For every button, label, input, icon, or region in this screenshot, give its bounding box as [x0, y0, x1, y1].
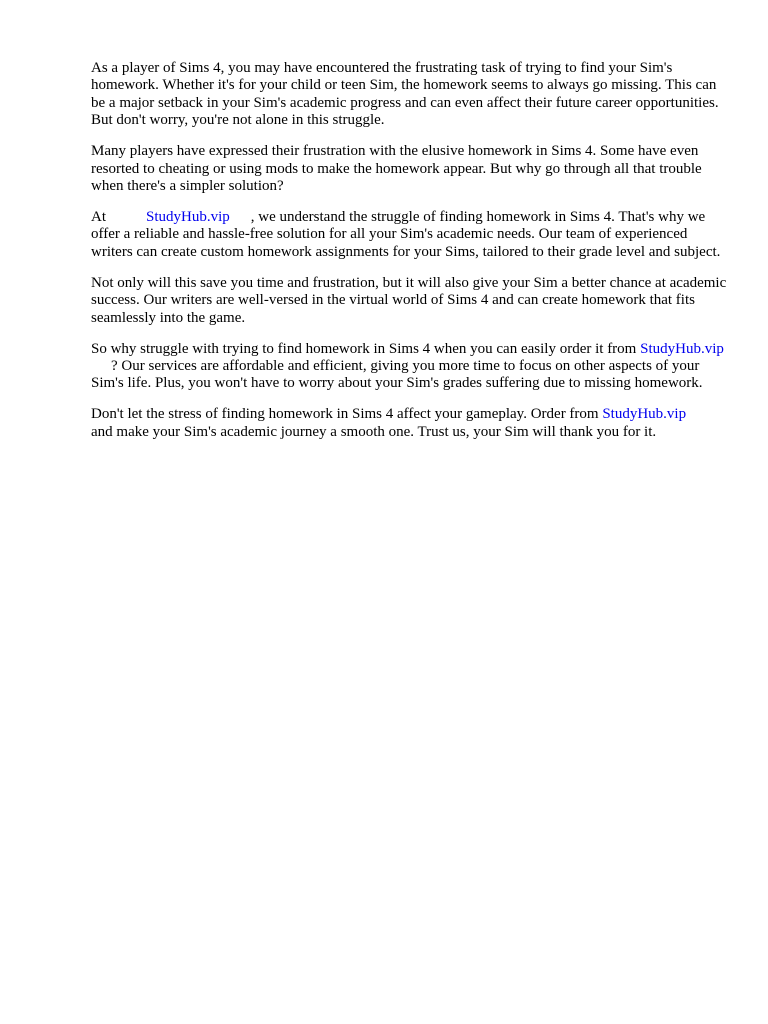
paragraph-frustration	[91, 143, 731, 195]
studyhub-link[interactable]: StudyHub.vip	[640, 340, 724, 357]
paragraph-studyhub-intro	[91, 209, 731, 261]
studyhub-link[interactable]: StudyHub.vip	[146, 209, 230, 226]
paragraph-order-lead: So why struggle with trying to find homework in Sims 4 when you can easily order it from	[91, 340, 637, 357]
document-body	[91, 60, 731, 455]
paragraph-order-text: ? Our services are affordable and efficient, giving you more time to focus on other aspects of your Sim's life. Plus, you won't have to worry about your Sim's grades suffering due to missing homework.	[91, 358, 703, 392]
paragraph-frustration-text: Many players have expressed their frustration with the elusive homework in Sims 4. Some have even resorted to cheating or using mods to make the homework appear. But why go through all that trouble when there's a simpler solution?	[91, 143, 702, 195]
paragraph-order	[91, 341, 731, 393]
paragraph-studyhub-intro-lead: At	[91, 209, 106, 226]
paragraph-closing-lead: Don't let the stress of finding homework in Sims 4 affect your gameplay. Order from	[91, 406, 599, 423]
paragraph-closing-text: and make your Sim's academic journey a smooth one. Trust us, your Sim will thank you for it.	[91, 423, 657, 440]
paragraph-closing	[91, 406, 731, 441]
paragraph-studyhub-intro-text: , we understand the struggle of finding homework in Sims 4. That's why we offer a reliable and hassle-free solution for all your Sim's academic needs. Our team of experienced writers can create custom homework assignments for your Sims, tailored to their grade level and subject.	[91, 209, 721, 260]
paragraph-intro	[91, 60, 731, 130]
paragraph-intro-text: As a player of Sims 4, you may have encountered the frustrating task of trying to find your Sim's homework. Whether it's for your child or teen Sim, the homework seems to always go missing. This can be a major setback in your Sim's academic progress and can even affect their future career opportunities. But don't worry, you're not alone in this struggle.	[91, 60, 719, 129]
paragraph-benefits	[91, 275, 731, 327]
studyhub-link[interactable]: StudyHub.vip	[602, 406, 687, 423]
paragraph-benefits-text: Not only will this save you time and frustration, but it will also give your Sim a better chance at academic success. Our writers are well-versed in the virtual world of Sims 4 and can create homework that fits seamlessly into the game.	[91, 274, 727, 326]
